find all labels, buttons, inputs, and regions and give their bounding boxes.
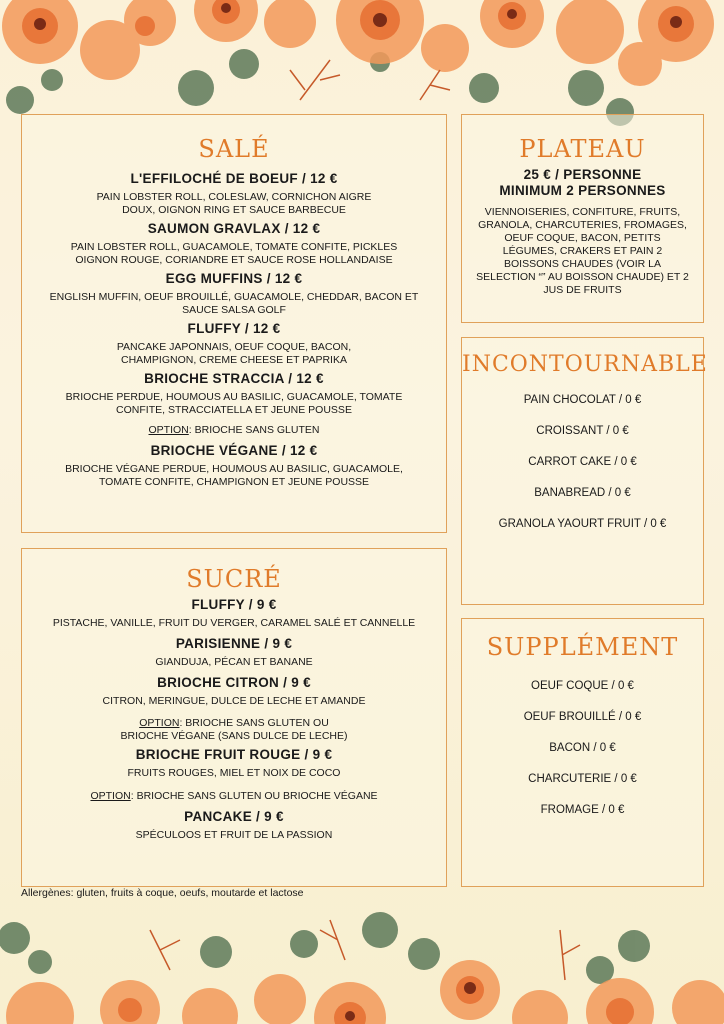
item-name: BRIOCHE VÉGANE / 12 € [150,443,318,458]
supplement-section [461,618,704,887]
option-label: OPTION [90,790,131,802]
item-name: PARISIENNE / 9 € [175,636,293,651]
option-text: BRIOCHE VÉGANE (SANS DULCE DE LECHE) [120,730,348,742]
plateau-minimum: MINIMUM 2 PERSONNES [499,183,666,198]
option-note [22,717,446,743]
list-item: CARROT CAKE / 0 € [528,456,637,468]
option-text: : BRIOCHE SANS GLUTEN OU BRIOCHE VÉGANE [130,790,378,802]
sale-title: SALÉ [198,135,270,163]
item-name: BRIOCHE CITRON / 9 € [157,675,311,690]
floral-border-bottom [0,900,724,1024]
list-item: BACON / 0 € [549,742,616,754]
item-description: PAIN LOBSTER ROLL, GUACAMOLE, TOMATE CONFITE, PICKLES OIGNON ROUGE, CORIANDRE ET SAUCE ROSE HOLLANDAISE [70,241,398,266]
incontournable-title: INCONTOURNABLE [462,352,708,377]
sucre-title: SUCRÉ [186,565,282,593]
plateau-section [461,114,704,323]
item-name: BRIOCHE FRUIT ROUGE / 9 € [135,747,333,762]
list-item: OEUF BROUILLÉ / 0 € [523,711,642,723]
option-note [22,424,446,437]
sucre-section [21,548,447,887]
item-description: ENGLISH MUFFIN, OEUF BROUILLÉ, GUACAMOLE, CHEDDAR, BACON ET SAUCE SALSA GOLF [49,291,419,316]
item-name: FLUFFY / 12 € [187,321,281,336]
menu-item [22,597,446,630]
plateau-description: VIENNOISERIES, CONFITURE, FRUITS, GRANOLA, CHARCUTERIES, FROMAGES, OEUF COQUE, BACON, PETITS LÉGUMES, CRAKERS ET PAIN 2 BOISSONS CHAUDES (VOIR LA SELECTION “” AU BOISSON CHAUDE) ET 2 JUS DE FRUITS [476,206,689,296]
floral-border-top [0,0,724,130]
item-name: L'EFFILOCHÉ DE BOEUF / 12 € [130,171,338,186]
item-name: SAUMON GRAVLAX / 12 € [147,221,321,236]
incontournable-section [461,337,708,605]
option-label: OPTION [148,424,189,436]
menu-item [22,271,446,317]
menu-item [22,443,446,489]
plateau-title: PLATEAU [519,135,646,163]
item-description: PISTACHE, VANILLE, FRUIT DU VERGER, CARAMEL SALÉ ET CANNELLE [52,617,416,629]
list-item: PAIN CHOCOLAT / 0 € [523,394,642,406]
item-description: SPÉCULOOS ET FRUIT DE LA PASSION [135,829,333,841]
item-description: BRIOCHE PERDUE, HOUMOUS AU BASILIC, GUACAMOLE, TOMATE CONFITE, STRACCIATELLA ET JEUNE POUSSE [65,391,403,416]
item-description: CITRON, MERINGUE, DULCE DE LECHE ET AMANDE [102,695,366,707]
menu-item [22,636,446,669]
menu-item [22,747,446,780]
plateau-price: 25 € / PERSONNE [523,167,642,182]
menu-item [22,171,446,217]
list-item: CROISSANT / 0 € [536,425,629,437]
option-text: : BRIOCHE SANS GLUTEN [188,424,320,436]
list-item: FROMAGE / 0 € [540,804,625,816]
item-description: PANCAKE JAPONNAIS, OEUF COQUE, BACON, CHAMPIGNON, CREME CHEESE ET PAPRIKA [116,341,352,366]
item-description: BRIOCHE VÉGANE PERDUE, HOUMOUS AU BASILIC, GUACAMOLE, TOMATE CONFITE, CHAMPIGNON ET JEUNE POUSSE [65,463,403,488]
option-label: OPTION [139,717,180,729]
leaf-icon [0,912,650,984]
item-description: PAIN LOBSTER ROLL, COLESLAW, CORNICHON AIGRE DOUX, OIGNON RING ET SAUCE BARBECUE [96,191,372,216]
allergens-note: Allergènes: gluten, fruits à coque, oeufs, moutarde et lactose [21,887,304,899]
supplement-title: SUPPLÉMENT [486,633,679,661]
item-name: BRIOCHE STRACCIA / 12 € [144,371,324,386]
item-name: PANCAKE / 9 € [184,809,284,824]
menu-item [22,221,446,267]
menu-item [22,675,446,708]
list-item: BANABREAD / 0 € [534,487,631,499]
menu-item [22,321,446,367]
item-description: FRUITS ROUGES, MIEL ET NOIX DE COCO [127,767,341,779]
menu-item [22,371,446,417]
option-note [22,790,446,803]
menu-item [22,809,446,842]
item-name: EGG MUFFINS / 12 € [165,271,303,286]
list-item: OEUF COQUE / 0 € [531,680,634,692]
item-description: GIANDUJA, PÉCAN ET BANANE [155,656,313,668]
option-text: : BRIOCHE SANS GLUTEN OU [179,717,329,729]
sale-section [21,114,447,533]
item-name: FLUFFY / 9 € [191,597,277,612]
list-item: CHARCUTERIE / 0 € [528,773,637,785]
list-item: GRANOLA YAOURT FRUIT / 0 € [498,518,667,530]
